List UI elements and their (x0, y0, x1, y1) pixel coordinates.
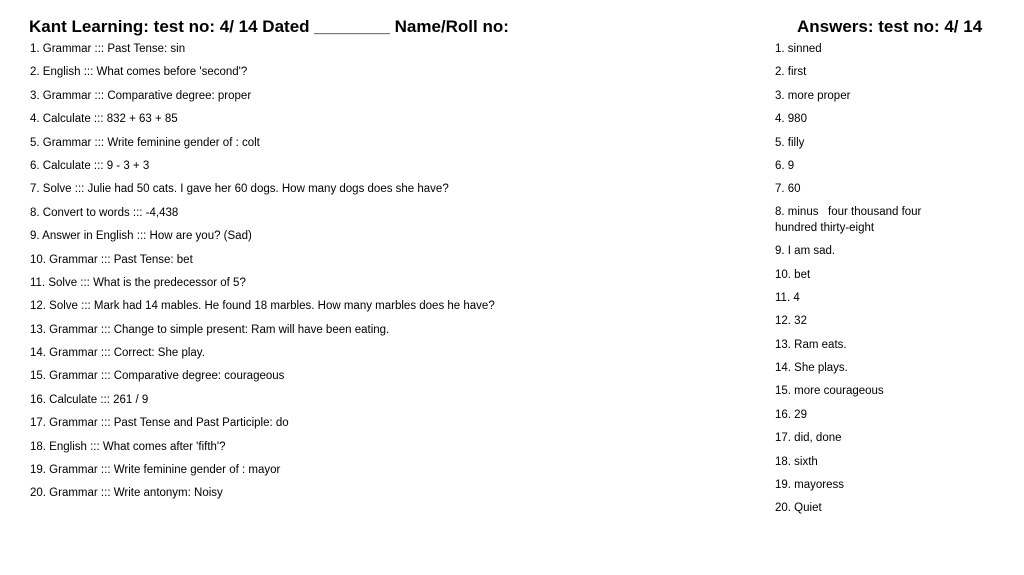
question-item: 17. Grammar ::: Past Tense and Past Participle: do (30, 417, 289, 430)
question-item: 7. Solve ::: Julie had 50 cats. I gave her 60 dogs. How many dogs does she have? (30, 183, 449, 196)
answer-item: 6. 9 (775, 159, 795, 172)
test-title: Kant Learning: test no: 4/ 14 Dated ________ Name/Roll no: (29, 17, 509, 36)
question-item: 12. Solve ::: Mark had 14 mables. He found 18 marbles. How many marbles does he have? (30, 300, 495, 313)
answer-item: 16. 29 (775, 408, 807, 421)
answer-item: 18. sixth (775, 455, 818, 468)
answer-item: 5. filly (775, 136, 805, 149)
answer-item: 2. first (775, 66, 807, 79)
answer-item: 11. 4 (775, 291, 800, 304)
question-item: 4. Calculate ::: 832 + 63 + 85 (30, 113, 178, 126)
question-item: 3. Grammar ::: Comparative degree: proper (30, 89, 252, 102)
answer-item: 15. more courageous (775, 385, 884, 398)
answer-item: 20. Quiet (775, 502, 822, 515)
question-item: 19. Grammar ::: Write feminine gender of : mayor (30, 464, 281, 477)
answer-item: 1. sinned (775, 43, 822, 55)
question-item: 11. Solve ::: What is the predecessor of 5? (30, 276, 246, 289)
answer-item: 8. minus four thousand four hundred thirty-eight (775, 206, 925, 234)
question-item: 5. Grammar ::: Write feminine gender of : colt (30, 136, 260, 149)
answer-item: 12. 32 (775, 315, 807, 328)
question-item: 14. Grammar ::: Correct: She play. (30, 347, 205, 360)
question-item: 10. Grammar ::: Past Tense: bet (30, 253, 193, 266)
answer-list (775, 40, 950, 523)
question-item: 13. Grammar ::: Change to simple present: Ram will have been eating. (30, 323, 390, 336)
question-item: 16. Calculate ::: 261 / 9 (30, 393, 149, 406)
question-item: 15. Grammar ::: Comparative degree: courageous (30, 370, 285, 383)
question-item: 20. Grammar ::: Write antonym: Noisy (30, 487, 223, 500)
answer-item: 14. She plays. (775, 362, 848, 375)
answer-item: 19. mayoress (775, 479, 845, 492)
answer-item: 17. did, done (775, 432, 842, 445)
answer-item: 3. more proper (775, 89, 851, 102)
answer-item: 7. 60 (775, 183, 801, 196)
answers-title: Answers: test no: 4/ 14 (797, 17, 983, 36)
question-item: 18. English ::: What comes after 'fifth'? (30, 440, 226, 453)
question-item: 8. Convert to words ::: -4,438 (30, 206, 179, 219)
question-item: 6. Calculate ::: 9 - 3 + 3 (30, 159, 150, 172)
answer-item: 13. Ram eats. (775, 338, 847, 351)
answer-item: 4. 980 (775, 113, 807, 126)
question-item: 2. English ::: What comes before 'second'? (30, 66, 248, 79)
question-item: 9. Answer in English ::: How are you? (Sad) (30, 230, 252, 243)
answer-item: 9. I am sad. (775, 245, 836, 258)
question-list (30, 40, 730, 508)
question-item: 1. Grammar ::: Past Tense: sin (30, 43, 186, 55)
answer-item: 10. bet (775, 268, 811, 281)
